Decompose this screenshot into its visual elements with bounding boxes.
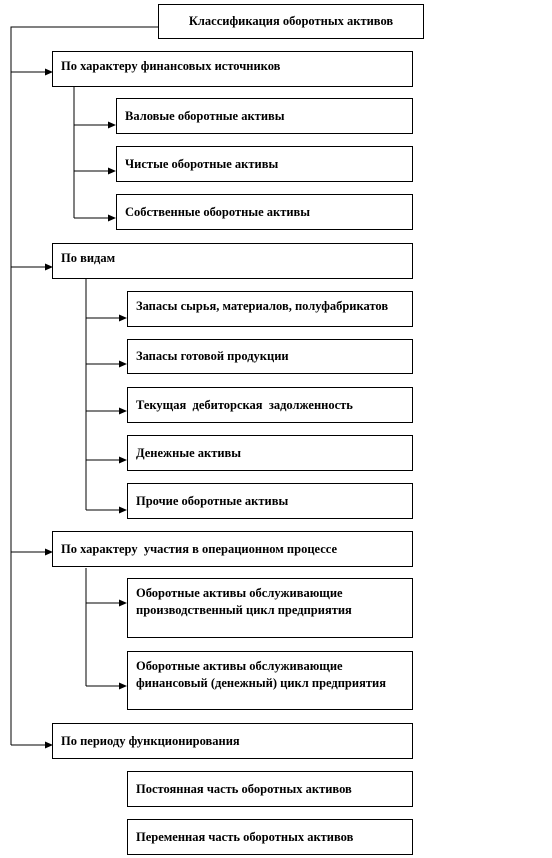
category-1-label: По характеру финансовых источников <box>61 59 281 73</box>
category-2-item-2-label: Запасы готовой продукции <box>136 349 289 363</box>
category-4-label: По периоду функционирования <box>61 733 240 748</box>
title-label: Классификация оборотных активов <box>188 14 394 28</box>
category-1-item-2-label: Чистые оборотные активы <box>125 156 279 171</box>
category-1-item-2 <box>116 146 413 182</box>
category-2-item-4 <box>127 435 413 471</box>
category-2-item-1 <box>127 291 413 327</box>
category-3-item-2-label: Оборотные активы обслуживающие финансовый (денежный) цикл предприятия <box>136 659 386 690</box>
category-3-item-2 <box>127 651 413 710</box>
category-4-item-1 <box>127 771 413 807</box>
category-2-item-5-label: Прочие оборотные активы <box>136 493 289 508</box>
category-2-item-3 <box>127 387 413 423</box>
category-1-item-3-label: Собственные оборотные активы <box>125 204 311 219</box>
title-box <box>158 4 424 39</box>
category-4-item-1-label: Постоянная часть оборотных активов <box>136 781 352 796</box>
category-2-item-4-label: Денежные активы <box>136 445 242 460</box>
category-1-item-1 <box>116 98 413 134</box>
category-2-item-3-label: Текущая дебиторская задолженность <box>136 397 353 412</box>
category-2-label: По видам <box>61 251 116 265</box>
category-1-item-3 <box>116 194 413 230</box>
category-3-box <box>52 531 413 567</box>
category-4-box <box>52 723 413 759</box>
category-3-item-1 <box>127 578 413 638</box>
category-1-item-1-label: Валовые оборотные активы <box>125 108 285 123</box>
category-3-item-1-label: Оборотные активы обслуживающие производственный цикл предприятия <box>136 586 352 617</box>
category-2-box <box>52 243 413 279</box>
category-4-item-2-label: Переменная часть оборотных активов <box>136 829 354 844</box>
category-3-label: По характеру участия в операционном процессе <box>61 541 338 556</box>
category-2-item-5 <box>127 483 413 519</box>
category-4-item-2 <box>127 819 413 855</box>
category-2-item-2 <box>127 339 413 374</box>
category-1-box <box>52 51 413 87</box>
category-2-item-1-label: Запасы сырья, материалов, полуфабрикатов <box>136 299 389 313</box>
